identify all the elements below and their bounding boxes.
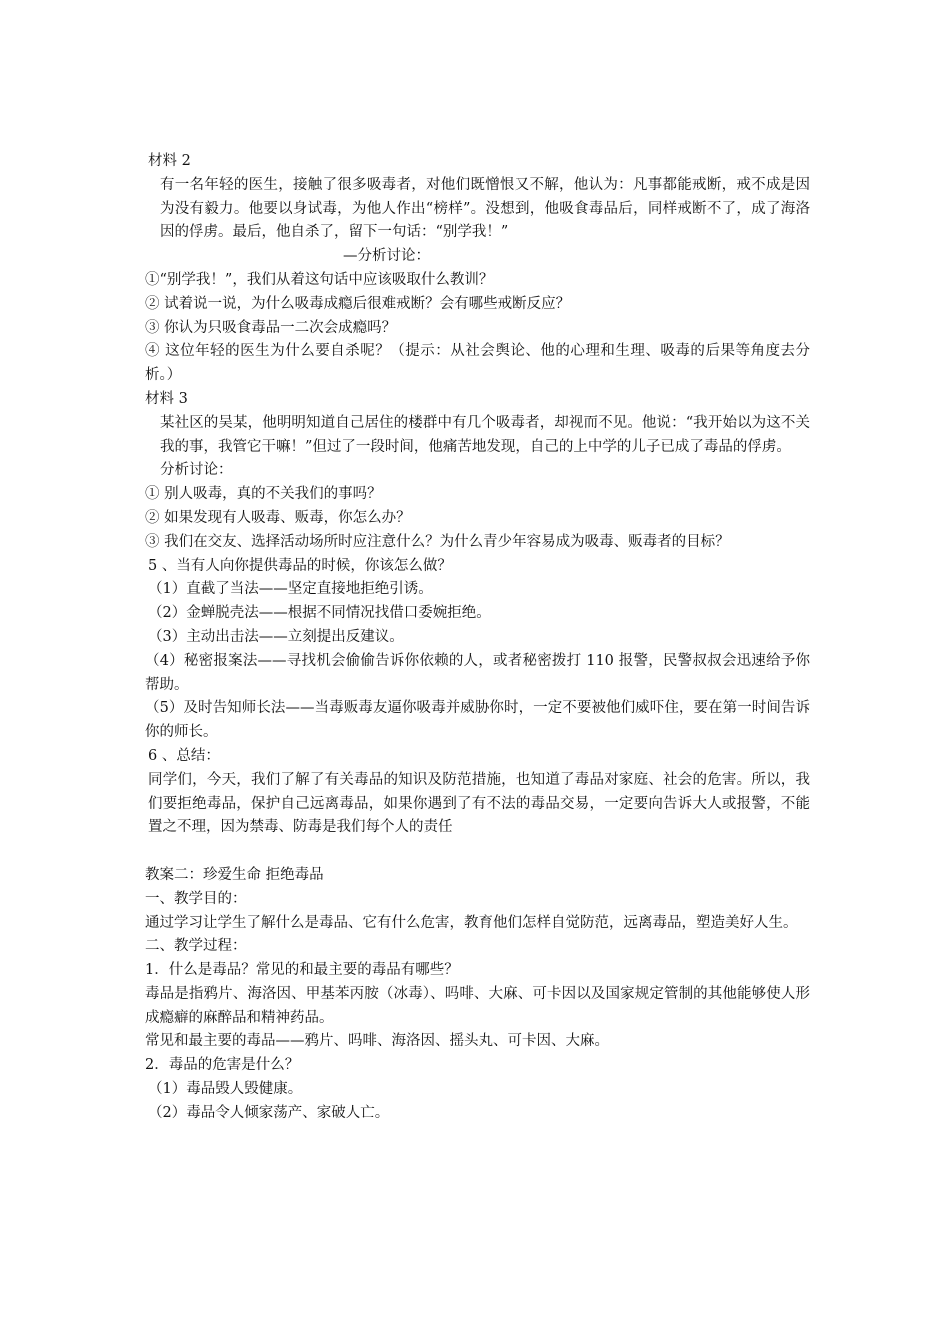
material3-question-2: ② 如果发现有人吸毒、贩毒，你怎么办？ xyxy=(145,509,411,526)
section5-item-5: （5）及时告知师长法——当毒贩毒友逼你吸毒并威胁你时，一定不要被他们威吓住，要在第一时间告诉你的师长。 xyxy=(145,700,810,741)
material2-discussion-title: —分析讨论： xyxy=(343,248,430,265)
material2-question-4: ④ 这位年轻的医生为什么要自杀呢？（提示：从社会舆论、他的心理和生理、吸毒的后果等角度去分析。） xyxy=(145,343,810,384)
material2-question-1: ①“别学我！”，我们从着这句话中应该吸取什么教训？ xyxy=(145,271,494,288)
plan2-question-2: 2．毒品的危害是什么？ xyxy=(145,1057,300,1074)
material3-discussion-title: 分析讨论： xyxy=(160,462,233,479)
section6-title: 6 、总结： xyxy=(148,747,220,764)
plan2-question-1: 1．什么是毒品？常见的和最主要的毒品有哪些？ xyxy=(145,962,459,979)
plan2-question-1-common: 常见和最主要的毒品——鸦片、吗啡、海洛因、摇头丸、可卡因、大麻。 xyxy=(145,1033,609,1050)
section5-item-3: （3）主动出击法——立刻提出反建议。 xyxy=(148,628,404,645)
plan2-process-heading: 二、教学过程： xyxy=(145,938,247,955)
plan2-title: 教案二：珍爱生命 拒绝毒品 xyxy=(145,866,324,883)
section5-title: 5 、当有人向你提供毒品的时候，你该怎么做？ xyxy=(148,557,452,574)
material2-heading: 材料 2 xyxy=(148,153,191,169)
plan2-question-2-item-2: （2）毒品令人倾家荡产、家破人亡。 xyxy=(148,1104,390,1121)
section5-item-4: （4）秘密报案法——寻找机会偷偷告诉你依赖的人，或者秘密拨打 110 报警，民警叔叔会迅速给予你帮助。 xyxy=(145,652,810,693)
section6-paragraph: 同学们，今天，我们了解了有关毒品的知识及防范措施，也知道了毒品对家庭、社会的危害。所以，我们要拒绝毒品，保护自己远离毒品，如果你遇到了有不法的毒品交易，一定要向告诉大人或报警，不能置之不理，因为禁毒、防毒是我们每个人的责任 xyxy=(148,771,810,836)
plan2-question-1-answer: 毒品是指鸦片、海洛因、甲基苯丙胺（冰毒）、吗啡、大麻、可卡因以及国家规定管制的其他能够使人形成瘾癖的麻醉品和精神药品。 xyxy=(145,985,810,1026)
material3-question-3: ③ 我们在交友、选择活动场所时应注意什么？为什么青少年容易成为吸毒、贩毒者的目标？ xyxy=(145,533,730,550)
section5-item-2: （2）金蝉脱壳法——根据不同情况找借口委婉拒绝。 xyxy=(148,605,491,622)
document-body xyxy=(145,150,810,1126)
material2-question-3: ③ 你认为只吸食毒品一二次会成瘾吗？ xyxy=(145,319,397,336)
plan2-question-2-item-1: （1）毒品毁人毁健康。 xyxy=(148,1081,303,1098)
material2-question-2: ② 试着说一说，为什么吸毒成瘾后很难戒断？会有哪些戒断反应？ xyxy=(145,295,571,312)
material3-paragraph: 某社区的吴某，他明明知道自己居住的楼群中有几个吸毒者，却视而不见。他说：“我开始以为这不关我的事，我管它干嘛！”但过了一段时间，他痛苦地发现，自己的上中学的儿子已成了毒品的俘虏。 xyxy=(160,414,810,455)
material2-paragraph: 有一名年轻的医生，接触了很多吸毒者，对他们既憎恨又不解，他认为：凡事都能戒断，戒不成是因为没有毅力。他要以身试毒，为他人作出“榜样”。没想到，他吸食毒品后，同样戒断不了，成了海洛因的俘虏。最后，他自杀了，留下一句话：“别学我！” xyxy=(160,176,810,241)
plan2-goal-text: 通过学习让学生了解什么是毒品、它有什么危害，教育他们怎样自觉防范，远离毒品，塑造美好人生。 xyxy=(145,914,798,931)
blank-line xyxy=(145,840,810,864)
material3-heading: 材料 3 xyxy=(145,390,188,407)
section5-item-1: （1）直截了当法——坚定直接地拒绝引诱。 xyxy=(148,581,433,598)
plan2-goal-heading: 一、教学目的： xyxy=(145,890,247,907)
material3-question-1: ① 别人吸毒，真的不关我们的事吗？ xyxy=(145,486,382,503)
